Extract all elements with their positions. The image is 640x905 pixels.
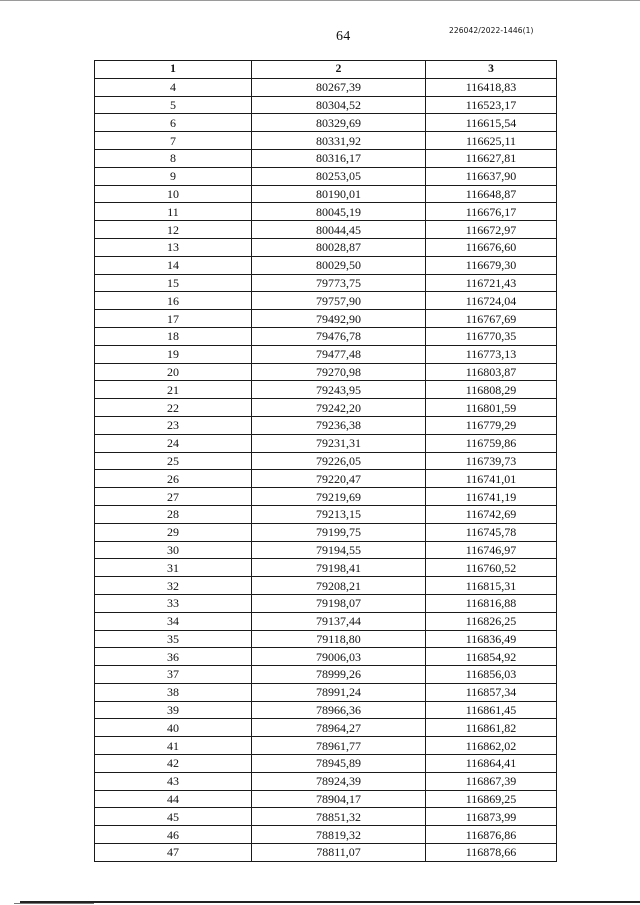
point-number-cell: 9 bbox=[95, 167, 252, 185]
point-number-cell: 41 bbox=[95, 737, 252, 755]
y-coordinate-cell: 116767,69 bbox=[426, 310, 557, 328]
y-coordinate-cell: 116676,17 bbox=[426, 203, 557, 221]
x-coordinate-cell: 79199,75 bbox=[252, 523, 426, 541]
x-coordinate-cell: 78904,17 bbox=[252, 790, 426, 808]
x-coordinate-cell: 78851,32 bbox=[252, 808, 426, 826]
y-coordinate-cell: 116745,78 bbox=[426, 523, 557, 541]
bottom-rule-faint bbox=[14, 903, 94, 904]
y-coordinate-cell: 116741,19 bbox=[426, 488, 557, 506]
x-coordinate-cell: 78811,07 bbox=[252, 844, 426, 862]
point-number-cell: 44 bbox=[95, 790, 252, 808]
y-coordinate-cell: 116876,86 bbox=[426, 826, 557, 844]
point-number-cell: 24 bbox=[95, 434, 252, 452]
y-coordinate-cell: 116739,73 bbox=[426, 452, 557, 470]
y-coordinate-cell: 116770,35 bbox=[426, 327, 557, 345]
y-coordinate-cell: 116741,01 bbox=[426, 470, 557, 488]
y-coordinate-cell: 116759,86 bbox=[426, 434, 557, 452]
y-coordinate-cell: 116862,02 bbox=[426, 737, 557, 755]
x-coordinate-cell: 79208,21 bbox=[252, 577, 426, 595]
point-number-cell: 40 bbox=[95, 719, 252, 737]
y-coordinate-cell: 116803,87 bbox=[426, 363, 557, 381]
table-row bbox=[95, 363, 557, 381]
point-number-cell: 33 bbox=[95, 594, 252, 612]
coordinates-table bbox=[94, 60, 557, 862]
point-number-cell: 22 bbox=[95, 399, 252, 417]
point-number-cell: 13 bbox=[95, 238, 252, 256]
x-coordinate-cell: 79137,44 bbox=[252, 612, 426, 630]
y-coordinate-cell: 116679,30 bbox=[426, 256, 557, 274]
y-coordinate-cell: 116816,88 bbox=[426, 594, 557, 612]
column-header-2: 2 bbox=[252, 61, 426, 79]
point-number-cell: 26 bbox=[95, 470, 252, 488]
table-row bbox=[95, 221, 557, 239]
table-body bbox=[95, 78, 557, 861]
y-coordinate-cell: 116672,97 bbox=[426, 221, 557, 239]
table-row bbox=[95, 594, 557, 612]
page-number: 64 bbox=[336, 29, 351, 44]
y-coordinate-cell: 116801,59 bbox=[426, 399, 557, 417]
y-coordinate-cell: 116779,29 bbox=[426, 416, 557, 434]
x-coordinate-cell: 80028,87 bbox=[252, 238, 426, 256]
table-row bbox=[95, 185, 557, 203]
x-coordinate-cell: 78819,32 bbox=[252, 826, 426, 844]
x-coordinate-cell: 78966,36 bbox=[252, 701, 426, 719]
x-coordinate-cell: 79118,80 bbox=[252, 630, 426, 648]
table-row bbox=[95, 844, 557, 862]
table-row bbox=[95, 78, 557, 96]
point-number-cell: 36 bbox=[95, 648, 252, 666]
x-coordinate-cell: 78991,24 bbox=[252, 683, 426, 701]
table-row bbox=[95, 434, 557, 452]
table-row bbox=[95, 666, 557, 684]
point-number-cell: 15 bbox=[95, 274, 252, 292]
point-number-cell: 42 bbox=[95, 755, 252, 773]
y-coordinate-cell: 116523,17 bbox=[426, 96, 557, 114]
table-row bbox=[95, 772, 557, 790]
point-number-cell: 47 bbox=[95, 844, 252, 862]
y-coordinate-cell: 116808,29 bbox=[426, 381, 557, 399]
table-row bbox=[95, 327, 557, 345]
point-number-cell: 21 bbox=[95, 381, 252, 399]
point-number-cell: 31 bbox=[95, 559, 252, 577]
x-coordinate-cell: 79006,03 bbox=[252, 648, 426, 666]
table-row bbox=[95, 630, 557, 648]
document-reference: 226042/2022-1446(1) bbox=[449, 26, 534, 35]
x-coordinate-cell: 80316,17 bbox=[252, 149, 426, 167]
y-coordinate-cell: 116869,25 bbox=[426, 790, 557, 808]
table-row bbox=[95, 559, 557, 577]
table-row bbox=[95, 132, 557, 150]
x-coordinate-cell: 78961,77 bbox=[252, 737, 426, 755]
point-number-cell: 6 bbox=[95, 114, 252, 132]
point-number-cell: 14 bbox=[95, 256, 252, 274]
point-number-cell: 11 bbox=[95, 203, 252, 221]
table-row bbox=[95, 755, 557, 773]
x-coordinate-cell: 79270,98 bbox=[252, 363, 426, 381]
x-coordinate-cell: 79492,90 bbox=[252, 310, 426, 328]
x-coordinate-cell: 80304,52 bbox=[252, 96, 426, 114]
x-coordinate-cell: 79773,75 bbox=[252, 274, 426, 292]
point-number-cell: 39 bbox=[95, 701, 252, 719]
x-coordinate-cell: 79477,48 bbox=[252, 345, 426, 363]
y-coordinate-cell: 116857,34 bbox=[426, 683, 557, 701]
x-coordinate-cell: 78945,89 bbox=[252, 755, 426, 773]
point-number-cell: 4 bbox=[95, 78, 252, 96]
point-number-cell: 45 bbox=[95, 808, 252, 826]
y-coordinate-cell: 116615,54 bbox=[426, 114, 557, 132]
table-row bbox=[95, 292, 557, 310]
y-coordinate-cell: 116742,69 bbox=[426, 505, 557, 523]
x-coordinate-cell: 79243,95 bbox=[252, 381, 426, 399]
top-rule bbox=[0, 0, 640, 1]
table-row bbox=[95, 648, 557, 666]
table-row bbox=[95, 149, 557, 167]
y-coordinate-cell: 116836,49 bbox=[426, 630, 557, 648]
point-number-cell: 18 bbox=[95, 327, 252, 345]
y-coordinate-cell: 116861,45 bbox=[426, 701, 557, 719]
y-coordinate-cell: 116861,82 bbox=[426, 719, 557, 737]
point-number-cell: 46 bbox=[95, 826, 252, 844]
point-number-cell: 17 bbox=[95, 310, 252, 328]
point-number-cell: 34 bbox=[95, 612, 252, 630]
point-number-cell: 43 bbox=[95, 772, 252, 790]
table-row bbox=[95, 310, 557, 328]
table-row bbox=[95, 381, 557, 399]
y-coordinate-cell: 116867,39 bbox=[426, 772, 557, 790]
table-row bbox=[95, 470, 557, 488]
y-coordinate-cell: 116648,87 bbox=[426, 185, 557, 203]
table-row bbox=[95, 256, 557, 274]
column-header-3: 3 bbox=[426, 61, 557, 79]
table-row bbox=[95, 114, 557, 132]
point-number-cell: 7 bbox=[95, 132, 252, 150]
table-row bbox=[95, 577, 557, 595]
y-coordinate-cell: 116815,31 bbox=[426, 577, 557, 595]
x-coordinate-cell: 79226,05 bbox=[252, 452, 426, 470]
table-row bbox=[95, 505, 557, 523]
x-coordinate-cell: 80029,50 bbox=[252, 256, 426, 274]
x-coordinate-cell: 80267,39 bbox=[252, 78, 426, 96]
point-number-cell: 30 bbox=[95, 541, 252, 559]
x-coordinate-cell: 80253,05 bbox=[252, 167, 426, 185]
table-row bbox=[95, 203, 557, 221]
y-coordinate-cell: 116826,25 bbox=[426, 612, 557, 630]
table-row bbox=[95, 541, 557, 559]
table-row bbox=[95, 345, 557, 363]
y-coordinate-cell: 116856,03 bbox=[426, 666, 557, 684]
y-coordinate-cell: 116418,83 bbox=[426, 78, 557, 96]
point-number-cell: 19 bbox=[95, 345, 252, 363]
y-coordinate-cell: 116721,43 bbox=[426, 274, 557, 292]
point-number-cell: 28 bbox=[95, 505, 252, 523]
point-number-cell: 27 bbox=[95, 488, 252, 506]
x-coordinate-cell: 79219,69 bbox=[252, 488, 426, 506]
y-coordinate-cell: 116873,99 bbox=[426, 808, 557, 826]
table-row bbox=[95, 808, 557, 826]
table-row bbox=[95, 167, 557, 185]
x-coordinate-cell: 79198,07 bbox=[252, 594, 426, 612]
point-number-cell: 5 bbox=[95, 96, 252, 114]
x-coordinate-cell: 79476,78 bbox=[252, 327, 426, 345]
x-coordinate-cell: 79220,47 bbox=[252, 470, 426, 488]
table-row bbox=[95, 612, 557, 630]
table-header-row bbox=[95, 61, 557, 79]
x-coordinate-cell: 79757,90 bbox=[252, 292, 426, 310]
x-coordinate-cell: 80044,45 bbox=[252, 221, 426, 239]
point-number-cell: 23 bbox=[95, 416, 252, 434]
x-coordinate-cell: 79231,31 bbox=[252, 434, 426, 452]
x-coordinate-cell: 79194,55 bbox=[252, 541, 426, 559]
x-coordinate-cell: 78999,26 bbox=[252, 666, 426, 684]
table-row bbox=[95, 96, 557, 114]
table-row bbox=[95, 416, 557, 434]
table-row bbox=[95, 488, 557, 506]
y-coordinate-cell: 116625,11 bbox=[426, 132, 557, 150]
table-row bbox=[95, 683, 557, 701]
x-coordinate-cell: 80331,92 bbox=[252, 132, 426, 150]
x-coordinate-cell: 79198,41 bbox=[252, 559, 426, 577]
y-coordinate-cell: 116864,41 bbox=[426, 755, 557, 773]
table-row bbox=[95, 523, 557, 541]
y-coordinate-cell: 116724,04 bbox=[426, 292, 557, 310]
table-row bbox=[95, 399, 557, 417]
table-row bbox=[95, 737, 557, 755]
point-number-cell: 16 bbox=[95, 292, 252, 310]
y-coordinate-cell: 116627,81 bbox=[426, 149, 557, 167]
column-header-1: 1 bbox=[95, 61, 252, 79]
point-number-cell: 20 bbox=[95, 363, 252, 381]
x-coordinate-cell: 78964,27 bbox=[252, 719, 426, 737]
x-coordinate-cell: 79242,20 bbox=[252, 399, 426, 417]
y-coordinate-cell: 116637,90 bbox=[426, 167, 557, 185]
x-coordinate-cell: 79236,38 bbox=[252, 416, 426, 434]
x-coordinate-cell: 80045,19 bbox=[252, 203, 426, 221]
point-number-cell: 8 bbox=[95, 149, 252, 167]
y-coordinate-cell: 116676,60 bbox=[426, 238, 557, 256]
table-row bbox=[95, 790, 557, 808]
point-number-cell: 12 bbox=[95, 221, 252, 239]
y-coordinate-cell: 116760,52 bbox=[426, 559, 557, 577]
bottom-rule bbox=[20, 901, 640, 903]
x-coordinate-cell: 79213,15 bbox=[252, 505, 426, 523]
point-number-cell: 37 bbox=[95, 666, 252, 684]
table-row bbox=[95, 238, 557, 256]
point-number-cell: 10 bbox=[95, 185, 252, 203]
y-coordinate-cell: 116746,97 bbox=[426, 541, 557, 559]
table-row bbox=[95, 701, 557, 719]
y-coordinate-cell: 116878,66 bbox=[426, 844, 557, 862]
table-row bbox=[95, 826, 557, 844]
point-number-cell: 25 bbox=[95, 452, 252, 470]
x-coordinate-cell: 80190,01 bbox=[252, 185, 426, 203]
point-number-cell: 35 bbox=[95, 630, 252, 648]
point-number-cell: 29 bbox=[95, 523, 252, 541]
point-number-cell: 38 bbox=[95, 683, 252, 701]
table-row bbox=[95, 452, 557, 470]
x-coordinate-cell: 78924,39 bbox=[252, 772, 426, 790]
x-coordinate-cell: 80329,69 bbox=[252, 114, 426, 132]
table-row bbox=[95, 274, 557, 292]
point-number-cell: 32 bbox=[95, 577, 252, 595]
y-coordinate-cell: 116773,13 bbox=[426, 345, 557, 363]
y-coordinate-cell: 116854,92 bbox=[426, 648, 557, 666]
table-row bbox=[95, 719, 557, 737]
